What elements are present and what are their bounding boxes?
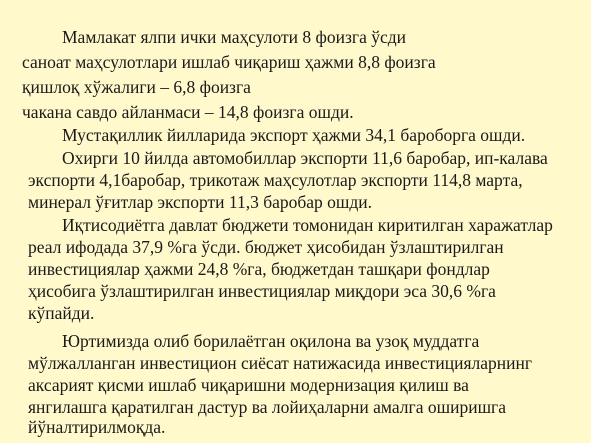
text-line-5: Мустақиллик йилларида экспорт ҳажми 34,1 бароборга ошди. [62, 125, 526, 145]
text-line-10: реал ифодада 37,9 %га ўсди. бюджет ҳисобидан ўзлаштирилган [28, 237, 504, 257]
text-line-6: Охирги 10 йилда автомобиллар экспорти 11,6 баробар, ип-калава [62, 148, 548, 168]
text-line-17: янгилашга қаратилган дастур ва лойиҳаларни амалга оширишга [28, 397, 506, 417]
text-line-7: экспорти 4,1баробар, трикотаж маҳсулотлар экспорти 114,8 марта, [28, 170, 523, 190]
text-line-16: аксарият қисми ишлаб чиқаришни модернизация қилиш ва [28, 375, 469, 395]
text-line-12: ҳисобига ўзлаштирилган инвестициялар миқдори эса 30,6 %га [28, 281, 496, 301]
text-line-9: Иқтисодиётга давлат бюджети томонидан киритилган харажатлар [62, 215, 553, 235]
text-line-13: кўпайди. [28, 303, 95, 323]
text-line-4: чакана савдо айланмаси – 14,8 фоизга ошди. [22, 102, 354, 122]
text-line-1: Мамлакат ялпи ички маҳсулоти 8 фоизга ўсди [62, 27, 407, 47]
text-line-2: саноат маҳсулотлари ишлаб чиқариш ҳажми 8,8 фоизга [22, 52, 436, 72]
text-line-18: йўналтирилмоқда. [28, 417, 166, 437]
text-line-3: қишлоқ хўжалиги – 6,8 фоизга [22, 77, 251, 97]
text-line-15: мўлжалланган инвестицион сиёсат натижасида инвестицияларнинг [28, 353, 533, 373]
text-line-11: инвестициялар ҳажми 24,8 %га, бюджетдан ташқари фондлар [28, 259, 490, 279]
text-line-14: Юртимизда олиб борилаётган оқилона ва узоқ муддатга [62, 331, 480, 351]
text-line-8: минерал ўғитлар экспорти 11,3 баробар ошди. [28, 192, 373, 212]
